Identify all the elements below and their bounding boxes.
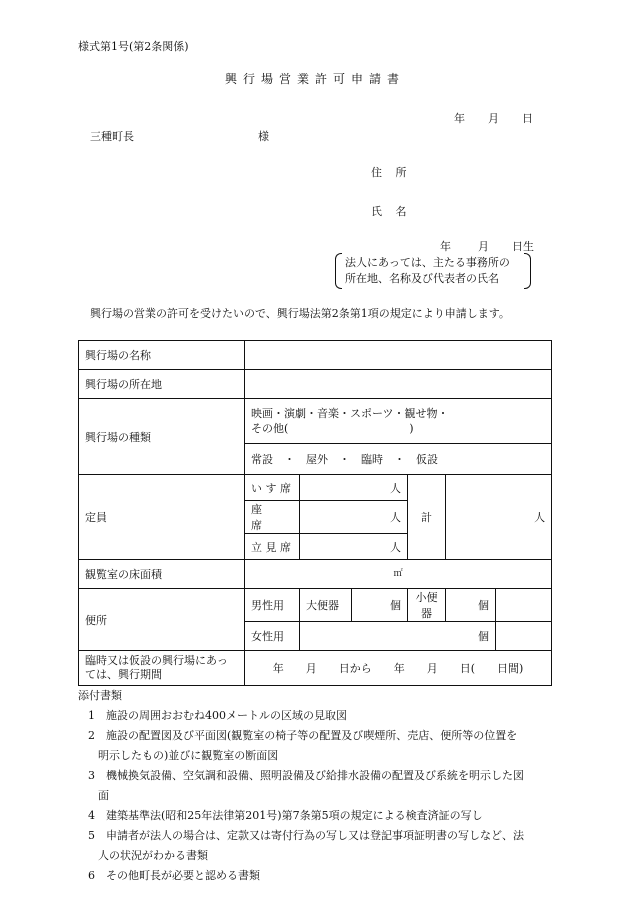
chair-seat-label: い す 席	[245, 475, 300, 501]
attachment-item: 6 その他町長が必要と認める書類	[88, 869, 260, 882]
female-label: 女性用	[245, 622, 300, 651]
birth-day: 日生	[512, 240, 534, 253]
attachment-item-cont: 明示したもの)並びに観覧室の断面図	[98, 749, 279, 762]
facility-period-type[interactable]: 常設 ・ 屋外 ・ 臨時 ・ 仮設	[245, 444, 552, 475]
large-toilet-label: 大便器	[300, 589, 352, 622]
floor-area-field[interactable]	[245, 560, 552, 589]
toilet-blank-cell	[496, 589, 552, 622]
toilet-blank-cell-2	[496, 622, 552, 651]
attachments-section	[78, 686, 550, 886]
facility-name-label: 興行場の名称	[79, 341, 245, 370]
total-label: 計	[408, 475, 446, 560]
attachment-item-cont: 面	[98, 789, 109, 802]
toilet-label: 便所	[79, 589, 245, 651]
corp-note-line2: 所在地、名称及び代表者の氏名	[345, 272, 499, 285]
period-label: 臨時又は仮設の興行場にあっては、興行期間	[79, 651, 245, 686]
attachment-item-cont: 人の状況がわかる書類	[98, 849, 208, 862]
addressee-name: 三種町長	[90, 130, 134, 143]
small-toilet-label: 小便器	[408, 589, 446, 622]
application-table	[78, 340, 552, 686]
date-year: 年	[454, 112, 465, 125]
floor-area-label: 観覧室の床面積	[79, 560, 245, 589]
floor-seat-field[interactable]: 人	[300, 501, 408, 534]
attachment-item: 1 施設の周囲おおむね400メートルの区域の見取図	[88, 709, 347, 722]
chair-seat-field[interactable]: 人	[300, 475, 408, 501]
facility-name-field[interactable]	[245, 341, 552, 370]
male-label: 男性用	[245, 589, 300, 622]
facility-type-label: 興行場の種類	[79, 399, 245, 475]
date-month: 月	[488, 112, 499, 125]
corporation-note	[335, 253, 531, 289]
facility-location-label: 興行場の所在地	[79, 370, 245, 399]
attachment-item: 5 申請者が法人の場合は、定款又は寄付行為の写し又は登記事項証明書の写しなど、法	[88, 829, 524, 842]
birth-month: 月	[478, 240, 489, 253]
large-toilet-field[interactable]: 個	[352, 589, 408, 622]
female-toilet-field[interactable]: 個	[300, 622, 496, 651]
application-statement: 興行場の営業の許可を受けたいので、興行場法第2条第1項の規定により申請します。	[90, 307, 510, 320]
address-label: 住 所	[371, 166, 412, 179]
attachment-item: 2 施設の配置図及び平面図(観覧室の椅子等の配置及び喫煙所、売店、便所等の位置を	[88, 729, 518, 742]
type-options-line: 映画・演劇・音楽・スポーツ・観せ物・	[251, 407, 449, 420]
addressee-suffix: 様	[258, 130, 269, 143]
standing-field[interactable]: 人	[300, 534, 408, 560]
type-other-line: その他( )	[251, 422, 414, 435]
form-number: 様式第1号(第2条関係)	[78, 40, 189, 53]
date-day: 日	[522, 112, 533, 125]
period-field[interactable]: 年 月 日から 年 月 日( 日間)	[245, 651, 552, 686]
standing-label: 立 見 席	[245, 534, 300, 560]
small-toilet-field[interactable]: 個	[446, 589, 496, 622]
attachment-item: 4 建築基準法(昭和25年法律第201号)第7条第5項の規定による検査済証の写し	[88, 809, 483, 822]
attachment-item: 3 機械換気設備、空気調和設備、照明設備及び給排水設備の配置及び系統を明示した図	[88, 769, 524, 782]
facility-location-field[interactable]	[245, 370, 552, 399]
facility-type-options[interactable]	[245, 399, 552, 444]
corp-note-line1: 法人にあっては、主たる事務所の	[345, 256, 510, 269]
total-field[interactable]: 人	[446, 475, 552, 560]
page-title: 興行場営業許可申請書	[224, 72, 405, 86]
capacity-label: 定員	[79, 475, 245, 560]
name-label: 氏 名	[371, 205, 412, 218]
birth-year: 年	[440, 240, 451, 253]
square-meter-unit: ㎡	[393, 567, 403, 579]
floor-seat-label: 座 席	[245, 501, 300, 534]
attachments-heading: 添付書類	[78, 689, 122, 702]
